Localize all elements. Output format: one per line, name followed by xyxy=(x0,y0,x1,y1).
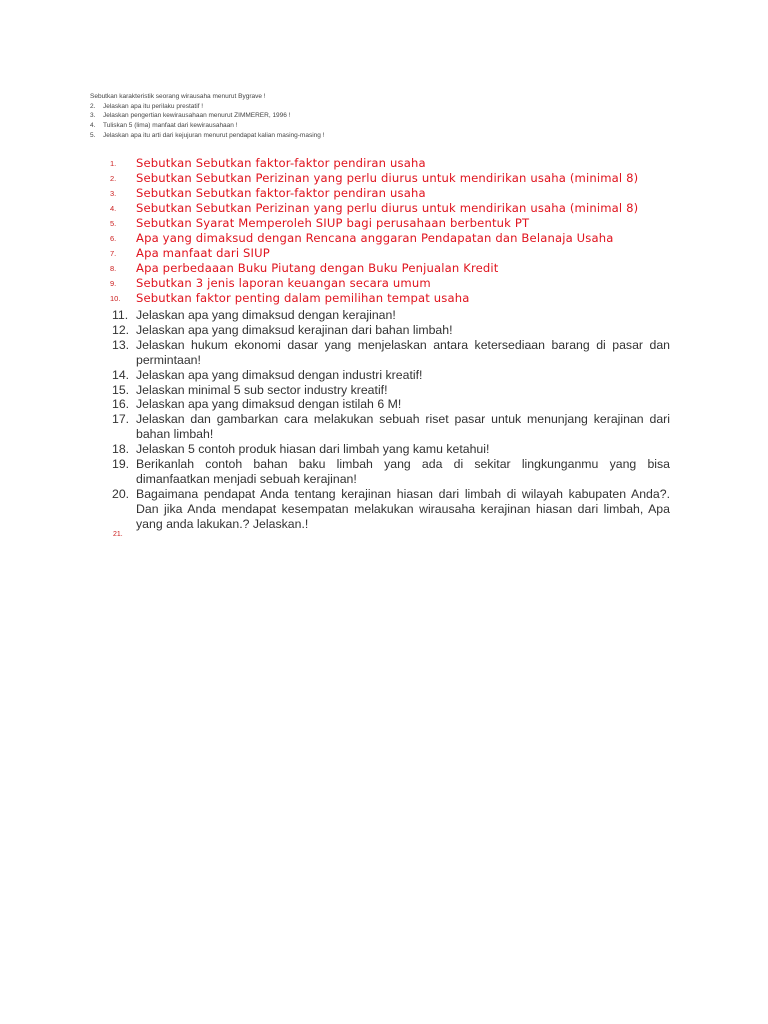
black-list-line: yang anda lakukan.? Jelaskan.! xyxy=(136,516,309,531)
small-list-item xyxy=(90,102,690,112)
red-list-text: Sebutkan Sebutkan faktor-faktor pendiran usaha xyxy=(136,185,426,200)
red-list-number: 5. xyxy=(110,218,117,228)
black-list-text xyxy=(136,368,670,383)
red-list-text: Sebutkan Sebutkan faktor-faktor pendiran usaha xyxy=(136,155,426,170)
red-list-number: 8. xyxy=(110,263,117,273)
black-list-number: 19. xyxy=(112,457,130,472)
red-list-number: 6. xyxy=(110,233,117,243)
small-list-text: Jelaskan apa itu perilaku prestatif ! xyxy=(103,102,204,110)
empty-list-number: 21. xyxy=(113,531,123,538)
small-list-text: Jelaskan apa itu arti dari kejujuran menurut pendapat kalian masing-masing ! xyxy=(103,131,325,139)
red-list-item xyxy=(110,186,690,201)
red-list-text: Sebutkan Sebutkan Perizinan yang perlu diurus untuk mendirikan usaha (minimal 8) xyxy=(136,200,639,215)
black-list-line: dimanfaatkan menjadi sebuah kerajinan! xyxy=(136,471,357,486)
small-list-number: 4. xyxy=(90,122,96,130)
black-list-item xyxy=(112,442,670,457)
black-list-line: bahan limbah! xyxy=(136,427,214,442)
black-question-list xyxy=(112,308,670,532)
red-list-item xyxy=(110,276,690,291)
black-list-text xyxy=(136,457,670,487)
black-list-number: 20. xyxy=(112,486,130,501)
black-list-line: Jelaskan dan gambarkan cara melakukan sebuah riset pasar untuk menunjang kerajinan dari xyxy=(136,412,670,427)
black-list-line: Jelaskan 5 contoh produk hiasan dari limbah yang kamu ketahui! xyxy=(136,442,490,457)
red-list-number: 9. xyxy=(110,278,117,288)
small-list-text: Sebutkan karakteristik seorang wirausaha menurut Bygrave ! xyxy=(90,93,266,100)
black-list-line: Jelaskan minimal 5 sub sector industry kreatif! xyxy=(136,382,388,397)
black-list-item xyxy=(112,383,670,398)
black-list-line: Jelaskan apa yang dimaksud kerajinan dari bahan limbah! xyxy=(136,322,453,337)
small-list-item xyxy=(90,111,690,121)
red-list-number: 2. xyxy=(110,173,117,183)
black-list-item xyxy=(112,323,670,338)
red-list-text: Apa manfaat dari SIUP xyxy=(136,245,270,260)
red-list-item xyxy=(110,231,690,246)
red-list-number: 3. xyxy=(110,188,117,198)
small-list-number: 5. xyxy=(90,131,96,139)
red-list-item xyxy=(110,291,690,306)
small-list-text: Tuliskan 5 (lima) manfaat dari kewirausahaan ! xyxy=(103,122,238,130)
black-list-item xyxy=(112,308,670,323)
black-list-item xyxy=(112,368,670,383)
small-list-item xyxy=(90,131,690,141)
small-list-number: 2. xyxy=(90,102,96,110)
red-list-text: Apa yang dimaksud dengan Rencana anggaran Pendapatan dan Belanaja Usaha xyxy=(136,230,614,245)
black-list-number: 15. xyxy=(112,382,130,397)
black-list-line: Berikanlah contoh bahan baku limbah yang ada di sekitar lingkunganmu yang bisa xyxy=(136,457,670,472)
red-list-text: Sebutkan faktor penting dalam pemilihan tempat usaha xyxy=(136,290,470,305)
red-list-text: Sebutkan Sebutkan Perizinan yang perlu diurus untuk mendirikan usaha (minimal 8) xyxy=(136,170,639,185)
small-list-number: 3. xyxy=(90,112,96,120)
red-list-item xyxy=(110,156,690,171)
black-list-text xyxy=(136,383,670,398)
red-list-text: Sebutkan 3 jenis laporan keuangan secara umum xyxy=(136,275,431,290)
black-list-line: Jelaskan apa yang dimaksud dengan istilah 6 M! xyxy=(136,397,402,412)
black-list-line: Jelaskan apa yang dimaksud dengan industri kreatif! xyxy=(136,367,423,382)
red-list-item xyxy=(110,201,690,216)
black-list-text xyxy=(136,397,670,412)
red-list-number: 1. xyxy=(110,158,117,168)
red-list-item xyxy=(110,246,690,261)
black-list-text xyxy=(136,308,670,323)
small-list-text: Jelaskan pengertian kewirausahaan menurut ZIMMERER, 1996 ! xyxy=(103,112,291,120)
black-list-line: permintaan! xyxy=(136,352,201,367)
black-list-number: 14. xyxy=(112,367,130,382)
black-list-item xyxy=(112,397,670,412)
black-list-text xyxy=(136,487,670,532)
black-list-item xyxy=(112,338,670,368)
black-list-number: 18. xyxy=(112,442,130,457)
black-list-line: Jelaskan apa yang dimaksud dengan kerajinan! xyxy=(136,308,396,322)
red-list-number: 7. xyxy=(110,248,117,258)
black-list-item xyxy=(112,412,670,442)
black-list-item xyxy=(112,457,670,487)
black-list-text xyxy=(136,412,670,442)
red-list-number: 10. xyxy=(110,293,121,303)
black-list-text xyxy=(136,338,670,368)
black-list-line: Jelaskan hukum ekonomi dasar yang menjelaskan antara ketersediaan barang di pasar dan xyxy=(136,337,670,352)
black-list-number: 17. xyxy=(112,412,130,427)
black-list-text xyxy=(136,442,670,457)
black-list-number: 16. xyxy=(112,397,130,412)
red-list-item xyxy=(110,216,690,231)
black-list-number: 13. xyxy=(112,337,130,352)
small-list-item xyxy=(90,121,690,131)
red-list-number: 4. xyxy=(110,203,117,213)
black-list-number: 11. xyxy=(112,308,129,322)
red-question-list xyxy=(110,156,690,306)
red-list-text: Apa perbedaaan Buku Piutang dengan Buku Penjualan Kredit xyxy=(136,260,499,275)
black-list-line: Dan jika Anda mendapat kesempatan melakukan wirausaha kerajinan hiasan dari limbah, Apa xyxy=(136,501,670,516)
small-question-list xyxy=(90,92,690,140)
black-list-line: Bagaimana pendapat Anda tentang kerajinan hiasan dari limbah di wilayah kabupaten Anda?. xyxy=(136,486,670,501)
black-list-number: 12. xyxy=(112,322,130,337)
red-list-item xyxy=(110,171,690,186)
black-list-item xyxy=(112,487,670,532)
red-list-item xyxy=(110,261,690,276)
red-list-text: Sebutkan Syarat Memperoleh SIUP bagi perusahaan berbentuk PT xyxy=(136,215,530,230)
black-list-text xyxy=(136,323,670,338)
small-list-item xyxy=(90,92,690,102)
